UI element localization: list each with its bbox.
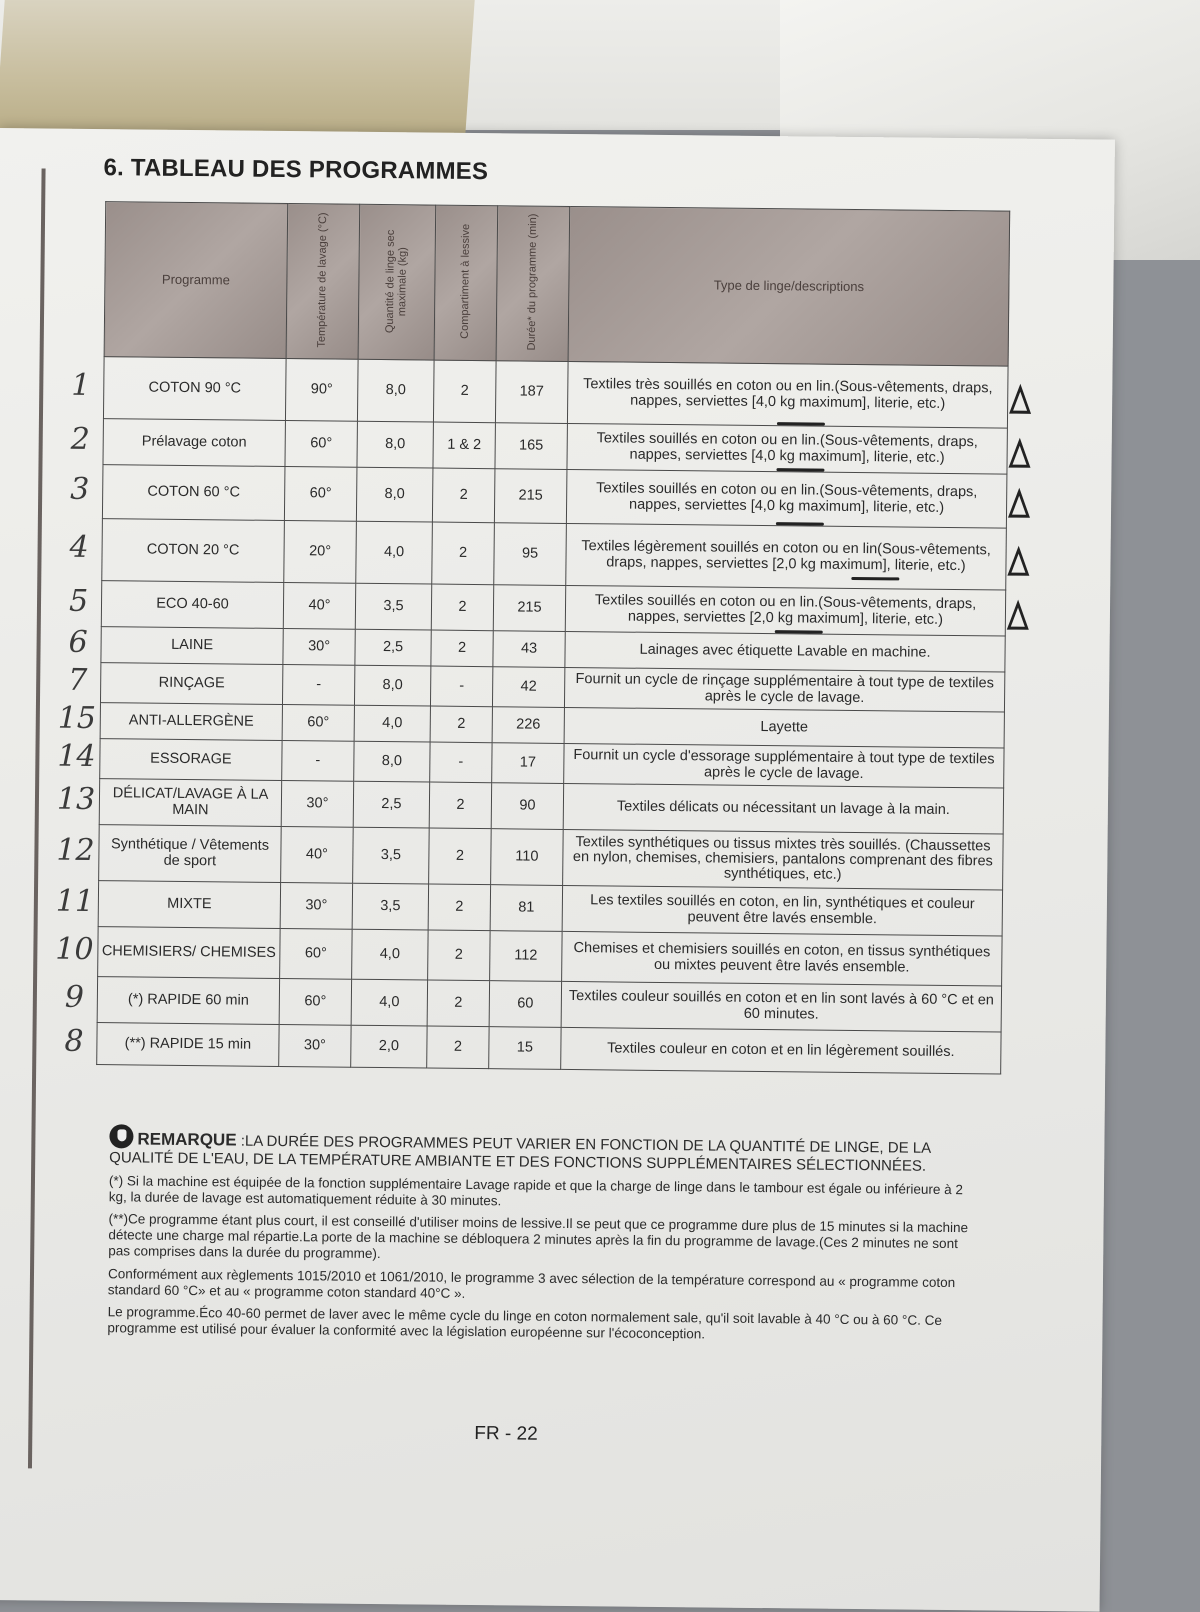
note-regulation: Conformément aux règlements 1015/2010 et 1061/2010, le programme 3 avec sélection de la température correspond au « programme coton standard 60 °C» et au « programme coton standard 40°C ».: [107, 1265, 956, 1301]
program-name: DÉLICAT/LAVAGE À LA MAIN: [99, 779, 281, 827]
handwritten-number: 11: [55, 883, 95, 920]
quantity-cell: 3,5: [355, 583, 431, 630]
handwritten-number: 6: [68, 624, 88, 660]
handwritten-number: 3: [70, 471, 90, 507]
temperature-cell: -: [282, 740, 354, 781]
warning-triangle-icon: [1009, 384, 1031, 414]
description-cell: Layette: [564, 707, 1004, 748]
remarque-text: :LA DURÉE DES PROGRAMMES PEUT VARIER EN FONCTION DE LA QUANTITÉ DE LINGE, DE LA QUALITÉ DE L'EAU, DE LA TEMPÉRATURE AMBIANTE ET DES FONCTIONS SUPPLÉMENTAIRES SÉLECTIONNÉES.: [109, 1132, 931, 1175]
duration-cell: 90: [491, 783, 563, 830]
program-name: MIXTE: [98, 881, 280, 929]
description-cell: Chemises et chemisiers souillés en coton, en tissus synthétiques ou mixtes peuvent être lavés ensemble.: [562, 931, 1002, 986]
quantity-cell: 8,0: [354, 741, 430, 782]
description-cell: Fournit un cycle d'essorage supplémentaire à tout type de textiles après le cycle de lavage.: [564, 743, 1004, 788]
quantity-cell: 4,0: [356, 521, 433, 584]
handwritten-number: 5: [68, 583, 89, 619]
header-duration: Durée* du programme (min): [496, 206, 570, 362]
temperature-cell: 60°: [284, 467, 357, 522]
program-name: Prélavage coton: [103, 419, 285, 467]
duration-cell: 81: [490, 885, 562, 932]
program-name: (**) RAPIDE 15 min: [97, 1023, 279, 1067]
note-rapide-60: (*) Si la machine est équipée de la fonction supplémentaire Lavage rapide et que la charge de linge dans le tambour est égale ou inférieure à 2 kg, la durée de lavage est automatiquement réduite à 30 minutes.: [108, 1172, 964, 1209]
description-cell: Fournit un cycle de rinçage supplémentaire à tout type de textiles après le cycle de lavage.: [564, 667, 1004, 712]
quantity-cell: 8,0: [354, 665, 430, 706]
duration-cell: 43: [493, 631, 565, 668]
duration-cell: 215: [493, 585, 565, 632]
description-cell: Textiles couleur souillés en coton et en lin sont lavés à 60 °C et en 60 minutes.: [561, 981, 1001, 1032]
duration-cell: 60: [489, 981, 561, 1028]
handwritten-number: 1: [71, 367, 91, 403]
page-number: FR - 22: [474, 1423, 538, 1445]
description-cell: Les textiles souillés en coton, en lin, synthétiques et couleur peuvent être lavés ensemble.: [562, 885, 1002, 936]
quantity-cell: 4,0: [352, 929, 429, 980]
quantity-cell: 4,0: [351, 979, 427, 1026]
handwritten-number: 12: [56, 832, 95, 869]
duration-cell: 215: [494, 469, 567, 524]
program-name: Synthétique / Vêtements de sport: [99, 825, 282, 883]
description-cell: Textiles légèrement souillés en coton ou en lin(Sous-vêtements, draps, nappes, serviettes [2,0 kg maximum], literie, etc.): [566, 523, 1007, 590]
duration-cell: 165: [495, 423, 567, 470]
warning-triangle-icon: [1008, 438, 1030, 468]
table-header-row: [104, 202, 1010, 366]
temperature-cell: 60°: [285, 421, 357, 468]
page-edge: [28, 168, 46, 1468]
quantity-cell: 2,5: [353, 781, 429, 828]
temperature-cell: 40°: [283, 582, 355, 629]
handwritten-number: 14: [57, 738, 96, 775]
handwritten-underline: [777, 422, 825, 426]
quantity-cell: 3,5: [353, 827, 430, 884]
temperature-cell: 90°: [285, 359, 358, 422]
temperature-cell: 30°: [281, 780, 353, 827]
program-name: ECO 40-60: [101, 581, 283, 629]
program-name: COTON 90 °C: [103, 357, 286, 421]
quantity-cell: 2,0: [351, 1025, 427, 1068]
remarque-label: REMARQUE: [137, 1129, 237, 1150]
compartment-cell: 2: [429, 782, 491, 829]
quantity-cell: 8,0: [356, 467, 433, 522]
page-title: 6. TABLEAU DES PROGRAMMES: [103, 154, 489, 186]
table-row: [99, 825, 1004, 890]
handwritten-number: 7: [68, 662, 88, 698]
temperature-cell: 40°: [281, 826, 354, 883]
compartment-cell: 2: [429, 828, 492, 885]
compartment-cell: 2: [428, 884, 490, 931]
compartment-cell: 2: [430, 706, 492, 743]
compartment-cell: 2: [432, 522, 495, 585]
description-cell: Textiles souillés en coton ou en lin.(Sous-vêtements, draps, nappes, serviettes [2,0 kg maximum], literie, etc.): [565, 585, 1005, 636]
handwritten-number: 2: [70, 421, 91, 457]
header-description: Type de linge/descriptions: [568, 206, 1010, 366]
notes-section: [107, 1124, 969, 1345]
description-cell: Textiles souillés en coton ou en lin.(Sous-vêtements, draps, nappes, serviettes [4,0 kg maximum], literie, etc.): [567, 423, 1007, 474]
duration-cell: 42: [492, 667, 564, 708]
header-quantity: Quantité de linge sec maximale (kg): [358, 204, 436, 360]
warning-hand-icon: [109, 1124, 133, 1148]
temperature-cell: 30°: [283, 628, 355, 665]
compartment-cell: -: [430, 742, 492, 783]
handwritten-underline: [851, 577, 899, 581]
compartment-cell: 2: [431, 630, 493, 667]
duration-cell: 15: [489, 1027, 561, 1070]
program-name: COTON 60 °C: [102, 465, 285, 521]
table-row: [102, 465, 1007, 528]
compartment-cell: 2: [433, 360, 496, 423]
quantity-cell: 2,5: [355, 629, 431, 666]
header-temperature: Température de lavage (°C): [286, 204, 360, 360]
handwritten-underline: [776, 522, 824, 526]
duration-cell: 110: [491, 829, 564, 886]
temperature-cell: 60°: [282, 704, 354, 741]
handwritten-underline: [776, 468, 824, 472]
duration-cell: 17: [492, 743, 564, 784]
header-compartment: Compartiment à lessive: [434, 205, 498, 361]
program-name: (*) RAPIDE 60 min: [97, 977, 279, 1025]
duration-cell: 187: [495, 361, 568, 424]
description-cell: Textiles synthétiques ou tissus mixtes très souillés. (Chaussettes en nylon, chemises, chemisiers, pantalons comprenant des fibres synthétiques, etc.): [563, 829, 1004, 890]
handwritten-number: 9: [64, 979, 85, 1015]
program-name: ESSORAGE: [100, 739, 282, 781]
temperature-cell: 30°: [280, 882, 352, 929]
handwritten-underline: [775, 630, 823, 634]
description-cell: Textiles délicats ou nécessitant un lavage à la main.: [563, 783, 1003, 834]
quantity-cell: 8,0: [357, 421, 433, 468]
header-program: Programme: [104, 202, 288, 359]
duration-cell: 226: [492, 707, 564, 744]
temperature-cell: 60°: [279, 978, 351, 1025]
warning-triangle-icon: [1007, 546, 1029, 576]
warning-triangle-icon: [1008, 488, 1030, 518]
table-row: [97, 1023, 1001, 1074]
note-rapide-15: (**)Ce programme étant plus court, il est conseillé d'utiliser moins de lessive.Il se peut que ce programme dure plus de 15 minutes si la machine détecte une charge mal répartie.La porte de la machine se débloquera 2 minutes après la fin du programme de lavage.(Ces 2 minutes ne sont pas comprises dans la durée du programme).: [108, 1211, 969, 1262]
masking-tape: [0, 0, 475, 135]
temperature-cell: 20°: [284, 520, 357, 583]
duration-cell: 112: [490, 931, 563, 982]
remarque: [109, 1124, 969, 1176]
temperature-cell: -: [282, 664, 354, 705]
description-cell: Textiles couleur en coton et en lin légèrement souillés.: [561, 1027, 1001, 1074]
warning-triangle-icon: [1007, 600, 1029, 630]
note-eco: Le programme.Éco 40-60 permet de laver avec le même cycle du linge en coton normalement sale, qu'il soit lavable à 40 °C ou à 60 °C. Ce programme est utilisé pour évaluer la conformité avec la législation européenne sur l'écoconception.: [107, 1304, 942, 1342]
quantity-cell: 3,5: [352, 883, 428, 930]
handwritten-number: 13: [56, 781, 96, 818]
handwritten-number: 10: [55, 931, 94, 968]
compartment-cell: 2: [432, 468, 495, 523]
table-row: [103, 357, 1008, 428]
programs-table: [96, 201, 1010, 1074]
compartment-cell: 2: [427, 1026, 489, 1069]
program-name: COTON 20 °C: [102, 519, 285, 583]
program-name: CHEMISIERS/ CHEMISES: [98, 927, 281, 979]
compartment-cell: -: [430, 666, 492, 707]
quantity-cell: 4,0: [354, 705, 430, 742]
temperature-cell: 30°: [279, 1024, 351, 1067]
handwritten-number: 15: [57, 700, 97, 737]
compartment-cell: 2: [431, 584, 493, 631]
program-name: RINÇAGE: [100, 663, 282, 705]
program-name: LAINE: [101, 627, 283, 665]
quantity-cell: 8,0: [357, 359, 434, 422]
handwritten-number: 4: [69, 529, 89, 565]
program-name: ANTI-ALLERGÈNE: [100, 703, 282, 741]
handwritten-number: 8: [64, 1023, 84, 1059]
compartment-cell: 2: [427, 980, 489, 1027]
document-sheet: [0, 128, 1115, 1612]
duration-cell: 95: [494, 523, 567, 586]
description-cell: Textiles souillés en coton ou en lin.(Sous-vêtements, draps, nappes, serviettes [4,0 kg maximum], literie, etc.): [566, 469, 1007, 528]
description-cell: Lainages avec étiquette Lavable en machine.: [565, 631, 1005, 672]
temperature-cell: 60°: [280, 928, 353, 979]
compartment-cell: 1 & 2: [433, 422, 495, 469]
description-cell: Textiles très souillés en coton ou en lin.(Sous-vêtements, draps, nappes, serviettes [4,0 kg maximum], literie, etc.): [567, 361, 1008, 428]
compartment-cell: 2: [428, 930, 491, 981]
